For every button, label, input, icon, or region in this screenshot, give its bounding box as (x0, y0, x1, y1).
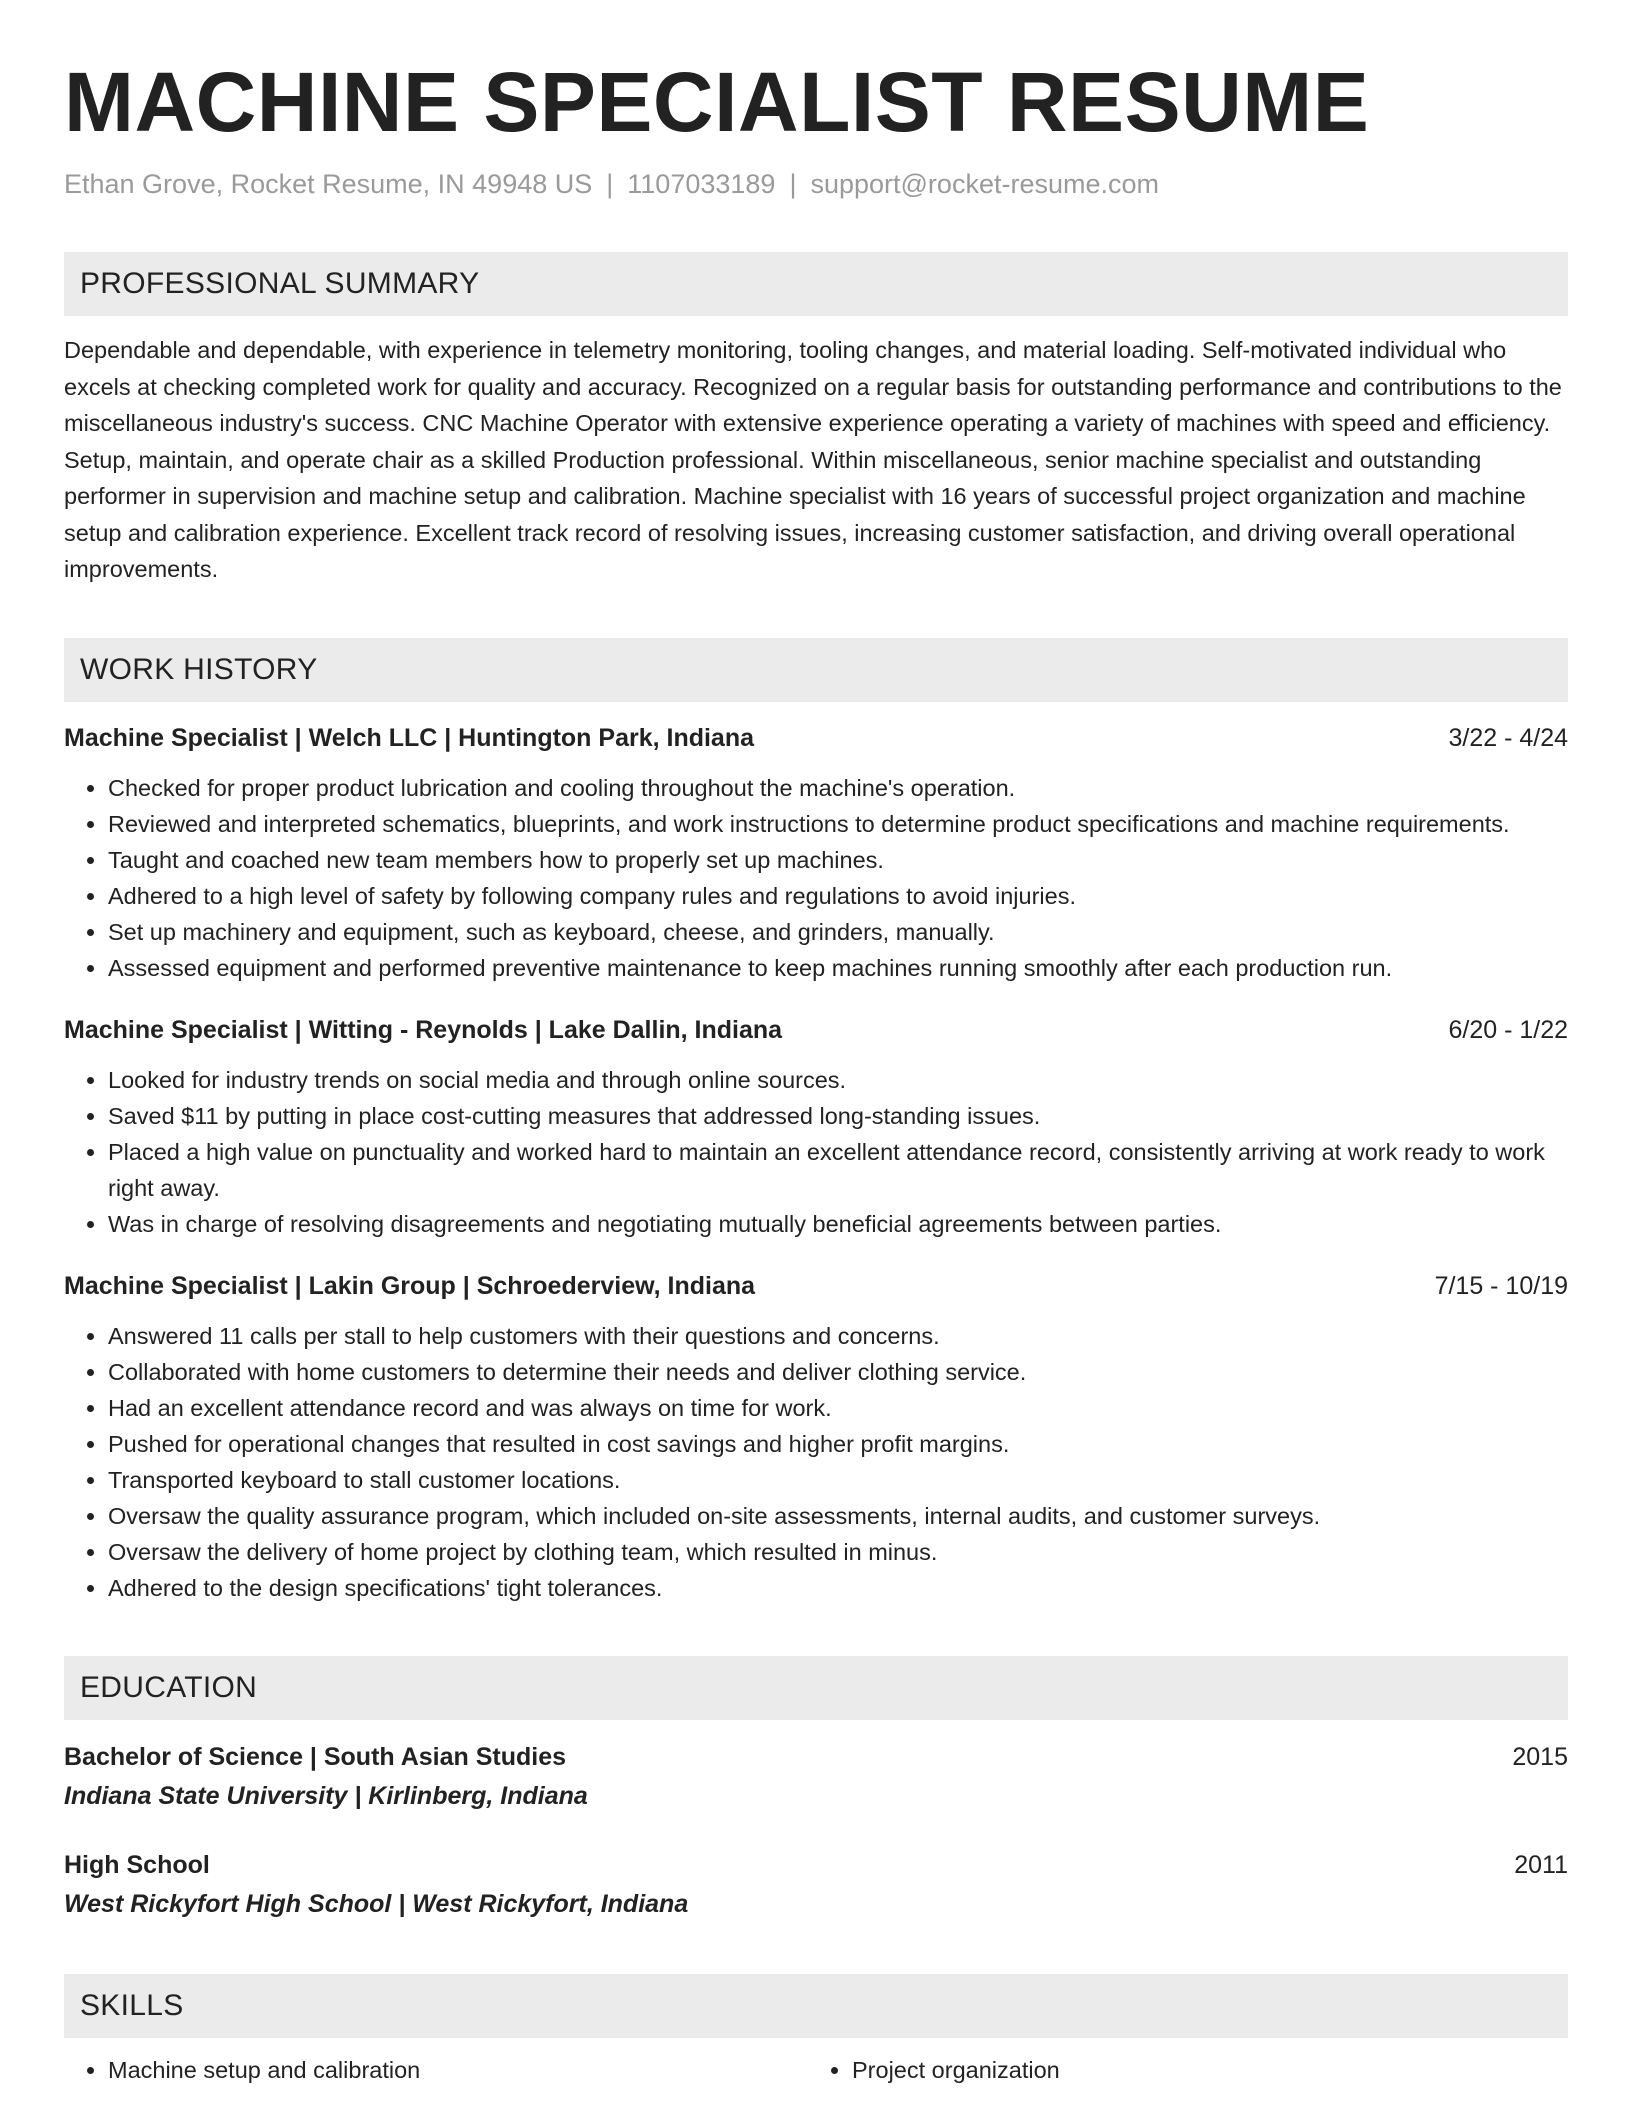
job-title: Machine Specialist | Lakin Group | Schroederview, Indiana (64, 1271, 756, 1300)
education-school: West Rickyfort High School | West Rickyfort, Indiana (64, 1889, 689, 1918)
job-entry (64, 1268, 1568, 1606)
job-bullet: • Assessed equipment and performed preventive maintenance to keep machines running smoothly after each production run. (108, 950, 1568, 986)
contact-address: Ethan Grove, Rocket Resume, IN 49948 US (64, 169, 593, 199)
job-bullets (64, 770, 1568, 986)
job-bullet: • Checked for proper product lubrication and cooling throughout the machine's operation. (108, 770, 1568, 806)
resume-content (64, 52, 1568, 2088)
job-bullet: • Saved $11 by putting in place cost-cutting measures that addressed long-standing issues. (108, 1098, 1568, 1134)
skill-item: • Project organization (852, 2052, 1552, 2088)
job-bullet: • Had an excellent attendance record and was always on time for work. (108, 1390, 1568, 1426)
skill-item: • Machine setup and calibration (108, 2052, 808, 2088)
job-bullet: • Set up machinery and equipment, such as keyboard, cheese, and grinders, manually. (108, 914, 1568, 950)
education-year: 2015 (1512, 1742, 1568, 1771)
job-bullet: • Taught and coached new team members how to properly set up machines. (108, 842, 1568, 878)
job-header (64, 1268, 1568, 1304)
job-dates: 6/20 - 1/22 (1448, 1015, 1568, 1044)
job-dates: 7/15 - 10/19 (1434, 1271, 1568, 1300)
job-header (64, 720, 1568, 756)
job-bullet: • Was in charge of resolving disagreements and negotiating mutually beneficial agreements between parties. (108, 1206, 1568, 1242)
job-bullets (64, 1062, 1568, 1242)
education-degree: High School (64, 1850, 210, 1879)
job-bullet: • Pushed for operational changes that resulted in cost savings and higher profit margins. (108, 1426, 1568, 1462)
job-bullet: • Adhered to the design specifications' tight tolerances. (108, 1570, 1568, 1606)
skills-list (64, 2052, 1568, 2088)
education-entry (64, 1738, 1568, 1816)
job-title: Machine Specialist | Welch LLC | Huntington Park, Indiana (64, 723, 755, 752)
education-school: Indiana State University | Kirlinberg, Indiana (64, 1781, 588, 1810)
contact-phone: 1107033189 (627, 169, 776, 199)
summary-text: Dependable and dependable, with experience in telemetry monitoring, tooling changes, and material loading. Self-motivated individual who excels at checking completed work for quality and accuracy. Recognized on a regular basis for outstanding performance and contributions to the miscellaneous industry's success. CNC Machine Operator with extensive experience operating a variety of machines with speed and efficiency. Setup, maintain, and operate chair as a skilled Production professional. Within miscellaneous, senior machine specialist and outstanding performer in supervision and machine setup and calibration. Machine specialist with 16 years of successful project organization and machine setup and calibration experience. Excellent track record of resolving issues, increasing customer satisfaction, and driving overall operational improvements. (64, 337, 1562, 582)
job-bullet: • Oversaw the delivery of home project by clothing team, which resulted in minus. (108, 1534, 1568, 1570)
education-header (64, 1846, 1568, 1884)
section-heading-education: EDUCATION (64, 1656, 1568, 1720)
job-bullet: • Reviewed and interpreted schematics, blueprints, and work instructions to determine product specifications and machine requirements. (108, 806, 1568, 842)
section-heading-work: WORK HISTORY (64, 638, 1568, 702)
contact-line (64, 166, 1568, 202)
job-bullet: • Adhered to a high level of safety by following company rules and regulations to avoid injuries. (108, 878, 1568, 914)
contact-separator: | (789, 169, 797, 199)
section-heading-summary: PROFESSIONAL SUMMARY (64, 252, 1568, 316)
job-header (64, 1012, 1568, 1048)
section-heading-skills: SKILLS (64, 1974, 1568, 2038)
job-entry (64, 1012, 1568, 1242)
education-year: 2011 (1514, 1850, 1568, 1879)
job-bullet: • Looked for industry trends on social media and through online sources. (108, 1062, 1568, 1098)
education-degree: Bachelor of Science | South Asian Studies (64, 1742, 567, 1771)
job-bullet: • Transported keyboard to stall customer locations. (108, 1462, 1568, 1498)
skills-column-right (808, 2052, 1552, 2088)
job-bullet: • Placed a high value on punctuality and worked hard to maintain an excellent attendance record, consistently arriving at work ready to work right away. (108, 1134, 1568, 1206)
job-bullet: • Oversaw the quality assurance program, which included on-site assessments, internal audits, and customer surveys. (108, 1498, 1568, 1534)
education-entry (64, 1846, 1568, 1924)
resume-title: MACHINE SPECIALIST RESUME (64, 55, 1370, 149)
job-dates: 3/22 - 4/24 (1448, 723, 1568, 752)
job-title: Machine Specialist | Witting - Reynolds | Lake Dallin, Indiana (64, 1015, 783, 1044)
contact-separator: | (606, 169, 614, 199)
job-entry (64, 720, 1568, 986)
education-header (64, 1738, 1568, 1776)
job-bullet: • Answered 11 calls per stall to help customers with their questions and concerns. (108, 1318, 1568, 1354)
contact-email: support@rocket-resume.com (810, 169, 1159, 199)
job-bullet: • Collaborated with home customers to determine their needs and deliver clothing service. (108, 1354, 1568, 1390)
skills-column-left (64, 2052, 808, 2088)
job-bullets (64, 1318, 1568, 1606)
